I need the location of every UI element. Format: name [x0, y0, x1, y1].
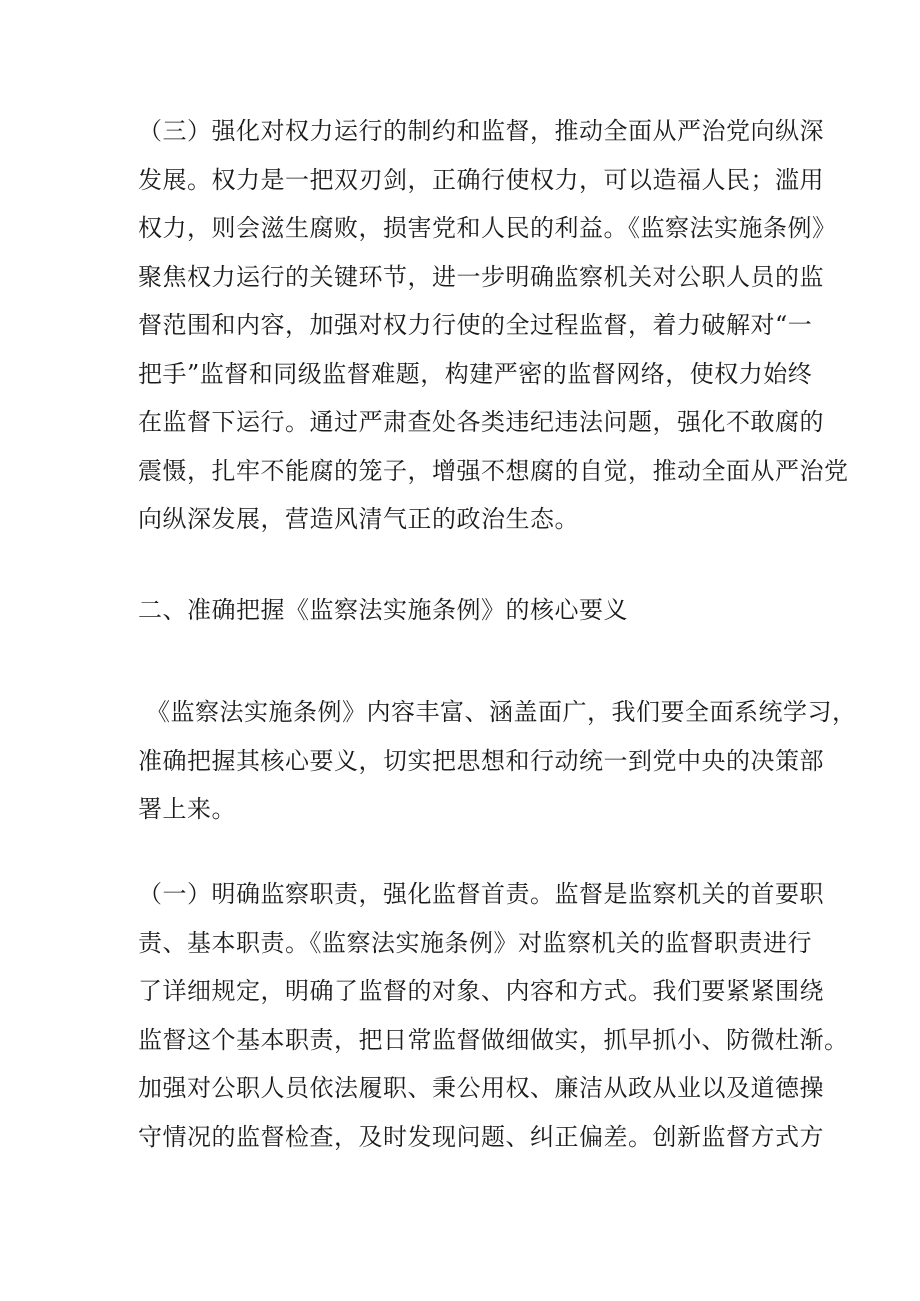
- text-line: 守情况的监督检查，及时发现问题、纠正偏差。创新监督方式方: [138, 1122, 824, 1151]
- section-heading: [138, 586, 800, 634]
- paragraph-core-essence-intro: [138, 688, 857, 834]
- text-line: 聚焦权力运行的关键环节，进一步明确监察机关对公职人员的监: [138, 262, 824, 291]
- text-line: 加强对公职人员依法履职、秉公用权、廉洁从政从业以及道德操: [138, 1074, 824, 1102]
- text-line: 震慑，扎牢不能腐的笼子，增强不想腐的自觉，推动全面从严治党: [138, 456, 849, 485]
- text-line: 监督这个基本职责，把日常监督做细做实，抓早抓小、防微杜渐。: [138, 1025, 849, 1054]
- paragraph-power-supervision: [138, 107, 849, 544]
- text-line: 准确把握其核心要义，切实把思想和行动统一到党中央的决策部: [138, 746, 824, 775]
- text-line: （一）明确监察职责，强化监督首责。监督是监察机关的首要职: [138, 880, 824, 908]
- text-line: 了详细规定，明确了监督的对象、内容和方式。我们要紧紧围绕: [138, 977, 824, 1005]
- text-line: 《监察法实施条例》内容丰富、涵盖面广，我们要全面系统学习，: [146, 698, 857, 726]
- text-line: 把手”监督和同级监督难题，构建严密的监督网络，使权力始终: [138, 359, 813, 388]
- text-line: 在监督下运行。通过严肃查处各类违纪违法问题，强化不敢腐的: [138, 408, 824, 436]
- text-line: 向纵深发展，营造风清气正的政治生态。: [138, 505, 579, 533]
- text-line: 权力，则会滋生腐败，损害党和人民的利益。《监察法实施条例》: [138, 214, 837, 242]
- text-line: （三）强化对权力运行的制约和监督，推动全面从严治党向纵深: [138, 117, 824, 145]
- text-line: 发展。权力是一把双刃剑，正确行使权力，可以造福人民；滥用: [138, 165, 824, 194]
- text-line: 责、基本职责。《监察法实施条例》对监察机关的监督职责进行: [138, 928, 812, 957]
- paragraph-supervision-duty: [138, 870, 849, 1161]
- text-line: 署上来。: [138, 795, 236, 823]
- section-heading-text: 二、准确把握《监察法实施条例》的核心要义: [138, 596, 628, 624]
- text-line: 督范围和内容，加强对权力行使的全过程监督，着力破解对“一: [138, 311, 813, 339]
